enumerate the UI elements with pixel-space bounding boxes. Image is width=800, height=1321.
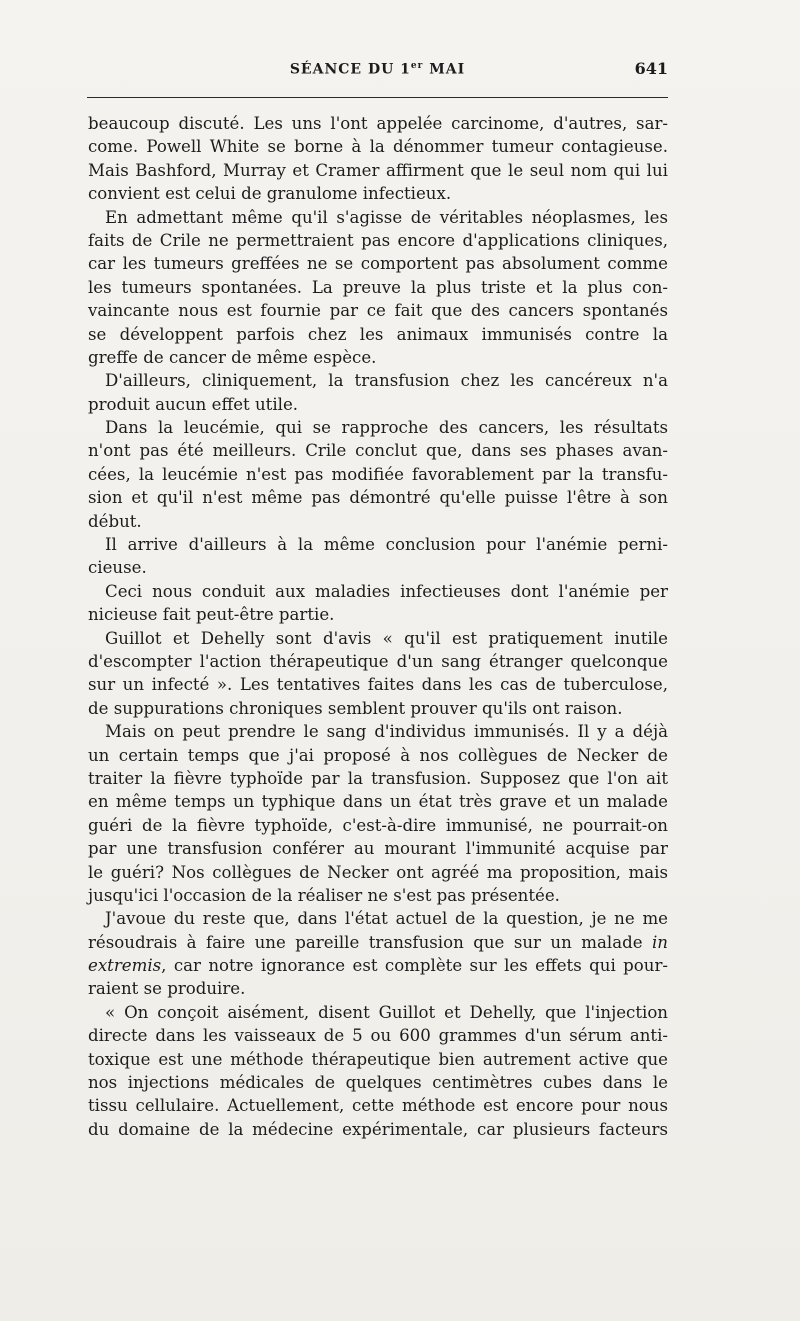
italic-in: in — [652, 932, 668, 952]
running-head — [87, 61, 668, 78]
text-line: Ceci nous conduit aux maladies infectieuses dont l'anémie per — [105, 581, 668, 601]
header-rule — [87, 97, 668, 98]
text-line: de suppurations chroniques semblent prouver qu'ils ont raison. — [88, 698, 623, 718]
text-line: faits de Crile ne permettraient pas encore d'applications cliniques, — [88, 230, 668, 250]
running-head-month: MAI — [423, 61, 466, 78]
body-text — [88, 112, 668, 1141]
text-line: J'avoue du reste que, dans l'état actuel de la question, je ne me — [105, 909, 668, 929]
text-line: guéri de la fièvre typhoïde, c'est-à-dire immunisé, ne pourrait-on — [88, 815, 668, 835]
text-line: Mais Bashford, Murray et Cramer affirment que le seul nom qui lui — [88, 160, 668, 180]
text-line: un certain temps que j'ai proposé à nos collègues de Necker de — [88, 745, 668, 765]
text-span: résoudrais à faire une pareille transfusion que sur un malade — [88, 932, 652, 952]
text-line: tissu cellulaire. Actuellement, cette méthode est encore pour nous — [88, 1096, 668, 1116]
text-line: cieuse. — [88, 558, 147, 578]
text-span: , car notre ignorance est complète sur les effets qui pour- — [161, 956, 668, 976]
text-line: toxique est une méthode thérapeutique bien autrement active que — [88, 1049, 668, 1069]
running-head-text: SÉANCE DU 1 — [289, 61, 411, 78]
text-line: Mais on peut prendre le sang d'individus immunisés. Il y a déjà — [105, 722, 668, 742]
text-line: nicieuse fait peut-être partie. — [88, 605, 335, 625]
italic-extremis: extremis — [88, 956, 162, 976]
text-line: D'ailleurs, cliniquement, la transfusion chez les cancéreux n'a — [105, 371, 668, 391]
text-line: sur un infecté ». Les tentatives faites dans les cas de tuberculose, — [88, 675, 668, 695]
text-line: le guéri? Nos collègues de Necker ont agréé ma proposition, mais — [88, 862, 668, 882]
text-line: par une transfusion conférer au mourant l'immunité acquise par — [88, 839, 668, 859]
text-line — [88, 931, 668, 954]
text-line: directe dans les vaisseaux de 5 ou 600 grammes d'un sérum anti- — [88, 1026, 668, 1046]
text-line: convient est celui de granulome infectieux. — [88, 184, 452, 204]
text-line: Dans la leucémie, qui se rapproche des cancers, les résultats — [105, 418, 668, 438]
text-line: car les tumeurs greffées ne se comportent pas absolument comme — [88, 254, 668, 274]
running-head-superscript: er — [410, 61, 424, 71]
text-line: Il arrive d'ailleurs à la même conclusion pour l'anémie perni- — [105, 535, 668, 555]
text-line: traiter la fièvre typhoïde par la transfusion. Supposez que l'on ait — [88, 768, 668, 788]
text-line: début. — [88, 511, 142, 531]
text-line: vaincante nous est fournie par ce fait que des cancers spontanés — [88, 301, 668, 321]
page-header — [87, 58, 668, 88]
text-line: cées, la leucémie n'est pas modifiée favorablement par la transfu- — [88, 464, 668, 484]
text-line: sion et qu'il n'est même pas démontré qu'elle puisse l'être à son — [88, 488, 668, 508]
text-line: produit aucun effet utile. — [88, 394, 299, 414]
text-line: En admettant même qu'il s'agisse de véritables néoplasmes, les — [105, 207, 668, 227]
text-line: raient se produire. — [88, 979, 246, 999]
text-line — [88, 954, 668, 977]
text-line: du domaine de la médecine expérimentale, car plusieurs facteurs — [88, 1119, 668, 1139]
text-line: Guillot et Dehelly sont d'avis « qu'il est pratiquement inutile — [105, 628, 668, 648]
text-line: d'escompter l'action thérapeutique d'un sang étranger quelconque — [88, 651, 668, 671]
text-line: « On conçoit aisément, disent Guillot et Dehelly, que l'injection — [105, 1002, 668, 1022]
text-line: jusqu'ici l'occasion de la réaliser ne s'est pas présentée. — [88, 885, 560, 905]
text-line: en même temps un typhique dans un état très grave et un malade — [88, 792, 668, 812]
text-line: come. Powell White se borne à la dénommer tumeur contagieuse. — [88, 137, 668, 157]
text-line: beaucoup discuté. Les uns l'ont appelée carcinome, d'autres, sar- — [88, 114, 668, 133]
page-number: 641 — [634, 59, 668, 78]
text-line: n'ont pas été meilleurs. Crile conclut que, dans ses phases avan- — [88, 441, 668, 461]
text-line: greffe de cancer de même espèce. — [88, 347, 377, 367]
text-line: se développent parfois chez les animaux immunisés contre la — [88, 324, 668, 344]
text-line: nos injections médicales de quelques centimètres cubes dans le — [88, 1073, 668, 1093]
text-line: les tumeurs spontanées. La preuve la plus triste et la plus con- — [88, 277, 668, 297]
